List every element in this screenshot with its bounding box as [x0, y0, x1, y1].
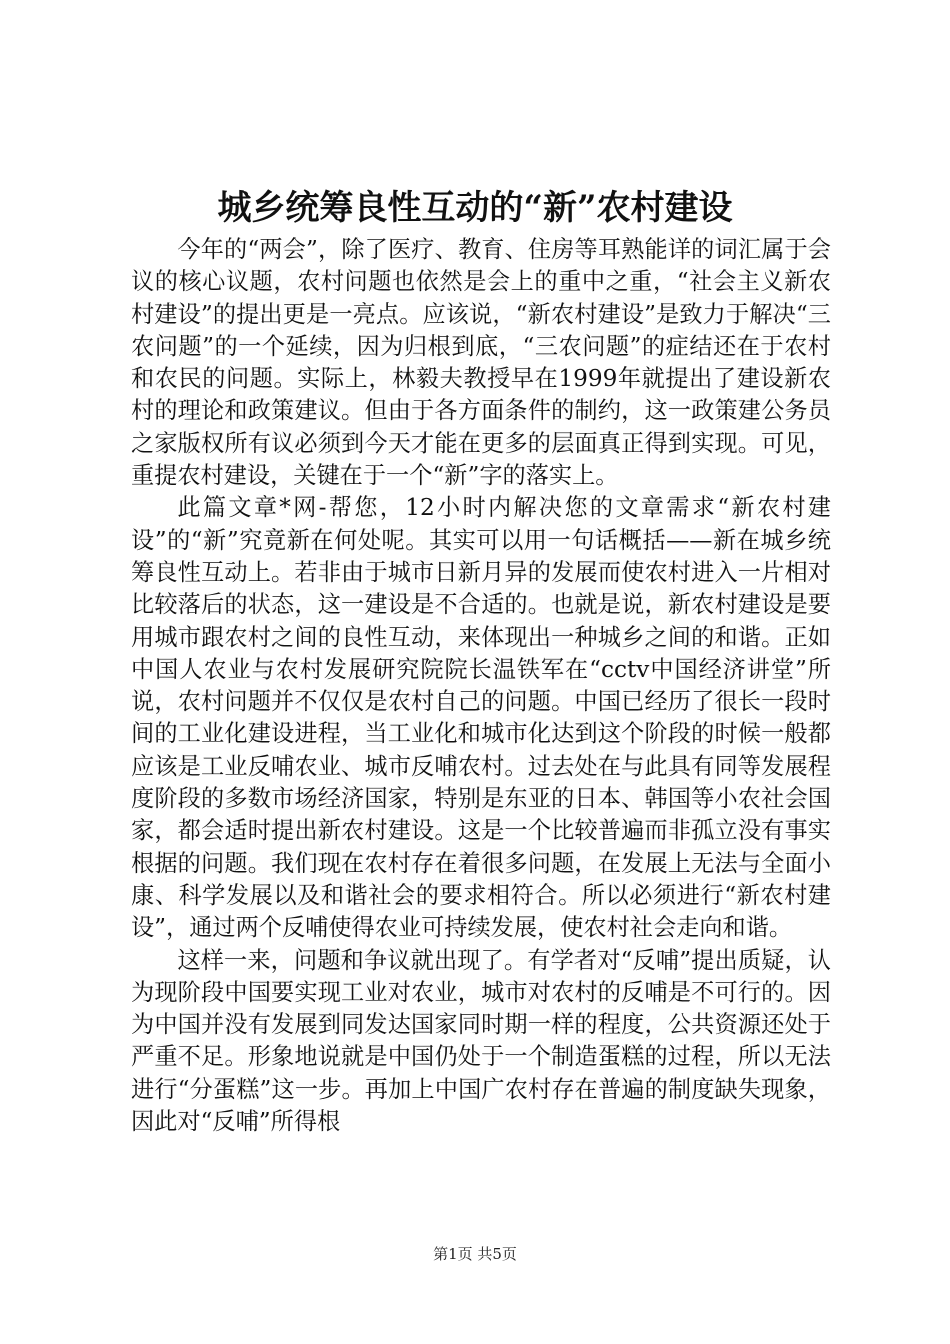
- document-body: [131, 234, 831, 1138]
- paragraph: 今年的“两会”，除了医疗、教育、住房等耳熟能详的词汇属于会议的核心议题，农村问题也依然是会上的重中之重，“社会主义新农村建设”的提出更是一亮点。应该说，“新农村建设”是致力于解决“三农问题”的一个延续，因为归根到底，“三农问题”的症结还在于农村和农民的问题。实际上，林毅夫教授早在1999年就提出了建设新农村的理论和政策建议。但由于各方面条件的制约，这一政策建公务员之家版权所有议必须到今天才能在更多的层面真正得到实现。可见，重提农村建设，关键在于一个“新”字的落实上。: [131, 236, 831, 490]
- paragraph: 这样一来，问题和争议就出现了。有学者对“反哺”提出质疑，认为现阶段中国要实现工业对农业，城市对农村的反哺是不可行的。因为中国并没有发展到同发达国家同时期一样的程度，公共资源还处于严重不足。形象地说就是中国仍处于一个制造蛋糕的过程，所以无法进行“分蛋糕”这一步。再加上中国广农村存在普遍的制度缺失现象，因此对“反哺”所得根: [131, 946, 831, 1136]
- page-number-footer: 第1页 共5页: [433, 1245, 517, 1263]
- paragraph: 此篇文章*网-帮您，12小时内解决您的文章需求“新农村建设”的“新”究竟新在何处呢。其实可以用一句话概括——新在城乡统筹良性互动上。若非由于城市日新月异的发展而使农村进入一片相对比较落后的状态，这一建设是不合适的。也就是说，新农村建设是要用城市跟农村之间的良性互动，来体现出一种城乡之间的和谐。正如中国人农业与农村发展研究院院长温铁军在“cctv中国经济讲堂”所说，农村问题并不仅仅是农村自己的问题。中国已经历了很长一段时间的工业化建设进程，当工业化和城市化达到这个阶段的时候一般都应该是工业反哺农业、城市反哺农村。过去处在与此具有同等发展程度阶段的多数市场经济国家，特别是东亚的日本、韩国等小农社会国家，都会适时提出新农村建设。这是一个比较普遍而非孤立没有事实根据的问题。我们现在农村存在着很多问题，在发展上无法与全面小康、科学发展以及和谐社会的要求相符合。所以必须进行“新农村建设”，通过两个反哺使得农业可持续发展，使农村社会走向和谐。: [131, 494, 831, 942]
- document-title: 城乡统筹良性互动的“新”农村建设: [217, 188, 733, 228]
